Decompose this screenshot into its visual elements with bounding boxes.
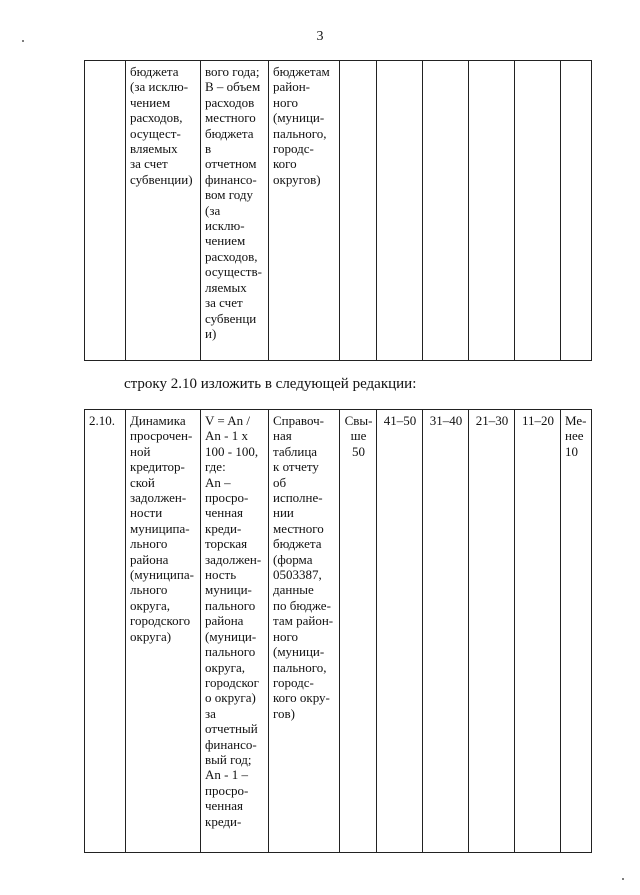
cell-score-21-30: 21–30 bbox=[469, 410, 515, 853]
table-row bbox=[85, 410, 592, 853]
cell-score-41-50: 41–50 bbox=[377, 410, 423, 853]
table-row bbox=[85, 61, 592, 361]
cell-formula: V = An / An - 1 x 100 - 100, где: An – просро- ченная креди- торская задолжен- ность муници- пального района (муници- пального округа, городског о округа) за отчетный финансо- вый год; An - 1 – просро- ченная креди- bbox=[201, 410, 269, 853]
cell-score bbox=[561, 61, 592, 361]
cell-number bbox=[85, 61, 126, 361]
cell-score-31-40: 31–40 bbox=[423, 410, 469, 853]
table-continuation bbox=[84, 60, 592, 361]
cell-indicator: бюджета (за исклю- чением расходов, осущест- вляемых за счет субвенции) bbox=[126, 61, 201, 361]
cell-score-under-10: Ме- нее 10 bbox=[561, 410, 592, 853]
cell-source: Справоч- ная таблица к отчету об исполне- нии местного бюджета (форма 0503387, данные по бюдже- там район- ного (муници- пального, городс- кого окру- гов) bbox=[269, 410, 340, 853]
cell-score bbox=[377, 61, 423, 361]
cell-score-11-20: 11–20 bbox=[515, 410, 561, 853]
scan-speck bbox=[622, 878, 624, 880]
page-number: 3 bbox=[316, 29, 324, 44]
instruction-text: строку 2.10 изложить в следующей редакции: bbox=[124, 376, 417, 392]
cell-score bbox=[469, 61, 515, 361]
cell-score bbox=[423, 61, 469, 361]
cell-formula: вого года; В – объем расходов местного бюджета в отчетном финансо- вом году (за исклю- чением расходов, осуществ- ляемых за счет субвенци и) bbox=[201, 61, 269, 361]
cell-source: бюджетам район- ного (муници- пального, городс- кого округов) bbox=[269, 61, 340, 361]
cell-score bbox=[340, 61, 377, 361]
cell-score bbox=[515, 61, 561, 361]
cell-indicator: Динамика просрочен- ной кредитор- ской задолжен- ности муниципа- льного района (муниципа- льного округа, городского округа) bbox=[126, 410, 201, 853]
cell-score-over-50: Свы- ше 50 bbox=[340, 410, 377, 853]
cell-number: 2.10. bbox=[85, 410, 126, 853]
table-row-2-10 bbox=[84, 409, 592, 853]
scan-speck bbox=[22, 40, 24, 42]
